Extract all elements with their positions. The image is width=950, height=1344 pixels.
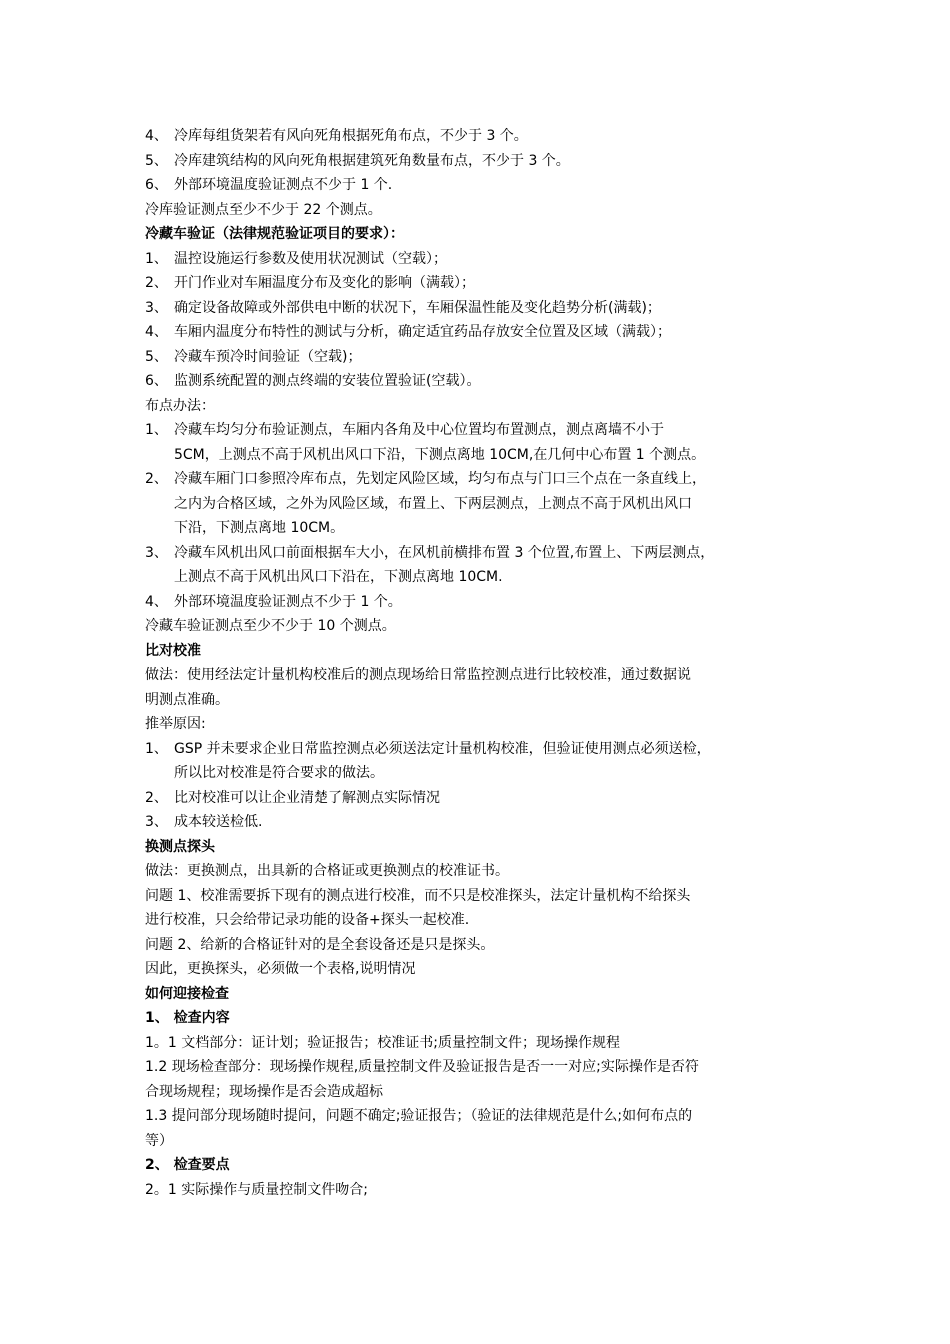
list-item-text — [174, 271, 815, 296]
list-item-text — [174, 810, 815, 835]
list-item-line: 监测系统配置的测点终端的安装位置验证(空载）。 — [174, 373, 481, 389]
list-item-line: 之内为合格区域，之外为风险区域，布置上、下两层测点，上测点不高于风机出风口 — [174, 495, 692, 512]
list-item-line: 开门作业对车厢温度分布及变化的影响（满载）； — [174, 275, 475, 291]
list-item — [145, 786, 815, 811]
list-item-number: 3、 — [145, 814, 168, 830]
list-item — [145, 369, 815, 394]
inspection-content-subheading: 1、 检查内容 — [145, 1010, 230, 1026]
list-item — [145, 810, 815, 835]
list-item-line: GSP 并未要求企业日常监控测点必须送法定计量机构校准，但验证使用测点必须送检， — [174, 740, 711, 757]
list-item-line: 温控设施运行参数及使用状况测试（空载）； — [174, 250, 447, 267]
list-item-text — [174, 247, 815, 272]
list-item-text — [174, 590, 815, 615]
inspection-line: 等） — [145, 1132, 173, 1149]
list-item-line: 冷藏车厢门口参照冷库布点，先划定风险区域，均匀布点与门口三个点在一条直线上， — [174, 471, 706, 487]
inspection-line: 合现场规程；现场操作是否会造成超标 — [145, 1083, 383, 1100]
inspection-line: 1.3 提问部分现场随时提问，问题不确定;验证报告；（验证的法律规范是什么;如何布点的 — [145, 1108, 693, 1124]
probe-line: 问题 2、给新的合格证针对的是全套设备还是只是探头。 — [145, 936, 495, 953]
probe-line: 进行校准，只会给带记录功能的设备+探头一起校准. — [145, 912, 470, 928]
layout-method-list — [145, 418, 815, 614]
list-item — [145, 149, 815, 174]
list-item-number: 1、 — [145, 422, 168, 438]
list-item-text — [174, 149, 815, 174]
list-item-text — [174, 345, 815, 370]
inspection-line: 1.2 现场检查部分：现场操作规程,质量控制文件及验证报告是否一一对应;实际操作是否符 — [145, 1059, 699, 1075]
list-item — [145, 173, 815, 198]
list-item — [145, 345, 815, 370]
list-item — [145, 320, 815, 345]
list-item — [145, 124, 815, 149]
list-item-number: 6、 — [145, 177, 168, 193]
list-item — [145, 296, 815, 321]
calibration-method-line: 明测点准确。 — [145, 691, 229, 708]
list-item — [145, 541, 815, 590]
list-item-text — [174, 320, 815, 345]
list-item-line: 车厢内温度分布特性的测试与分析，确定适宜药品存放安全位置及区域（满载）； — [174, 324, 671, 340]
calibration-reason-list — [145, 737, 815, 835]
list-item-line: 外部环境温度验证测点不少于 1 个. — [174, 177, 393, 193]
list-item-number: 2、 — [145, 471, 168, 487]
inspection-points-subheading: 2、 检查要点 — [145, 1157, 230, 1173]
list-item-number: 2、 — [145, 275, 168, 291]
truck-total: 冷藏车验证测点至少不少于 10 个测点。 — [145, 618, 396, 634]
list-item — [145, 737, 815, 786]
coldroom-list-tail — [145, 124, 815, 198]
list-item-line: 所以比对校准是符合要求的做法。 — [174, 765, 384, 781]
list-item-number: 4、 — [145, 324, 168, 340]
inspection-last-line: 2。1 实际操作与质量控制文件吻合; — [145, 1181, 368, 1198]
list-item-line: 上测点不高于风机出风口下沿在，下测点离地 10CM. — [174, 569, 503, 585]
list-item-text — [174, 541, 815, 590]
list-item-text — [174, 369, 815, 394]
list-item — [145, 590, 815, 615]
list-item-number: 4、 — [145, 593, 168, 610]
coldroom-total: 冷库验证测点至少不少于 22 个测点。 — [145, 201, 382, 218]
list-item — [145, 271, 815, 296]
list-item-line: 冷藏车风机出风口前面根据车大小，在风机前横排布置 3 个位置,布置上、下两层测点， — [174, 544, 715, 561]
list-item-line: 成本较送检低. — [174, 814, 263, 830]
list-item-line: 下沿，下测点离地 10CM。 — [174, 520, 345, 536]
list-item-line: 比对校准可以让企业清楚了解测点实际情况 — [174, 789, 440, 806]
list-item-line: 确定设备故障或外部供电中断的状况下，车厢保温性能及变化趋势分析(满载)； — [174, 299, 661, 316]
list-item-number: 5、 — [145, 152, 168, 169]
probe-line: 因此，更换探头，必须做一个表格,说明情况 — [145, 961, 416, 977]
list-item-line: 5CM，上测点不高于风机出风口下沿，下测点离地 10CM,在几何中心布置 1 个测点。 — [174, 446, 706, 463]
list-item-line: 冷藏车均匀分布验证测点，车厢内各角及中心位置均布置测点，测点离墙不小于 — [174, 422, 664, 438]
list-item-text — [174, 296, 815, 321]
inspection-heading: 如何迎接检查 — [145, 985, 229, 1002]
truck-heading: 冷藏车验证（法律规范验证项目的要求）： — [145, 226, 404, 242]
list-item-line: 外部环境温度验证测点不少于 1 个。 — [174, 593, 402, 610]
list-item-text — [174, 786, 815, 811]
list-item-number: 3、 — [145, 299, 168, 316]
list-item-line: 冷库每组货架若有风向死角根据死角布点，不少于 3 个。 — [174, 128, 528, 144]
list-item-text — [174, 173, 815, 198]
list-item-text — [174, 467, 815, 541]
probe-heading: 换测点探头 — [145, 838, 215, 855]
list-item-line: 冷藏车预冷时间验证（空载)； — [174, 348, 362, 365]
list-item-number: 1、 — [145, 250, 168, 267]
inspection-line: 1。1 文档部分：证计划；验证报告；校准证书;质量控制文件；现场操作规程 — [145, 1034, 620, 1051]
calibration-reason-label: 推举原因: — [145, 716, 206, 732]
list-item — [145, 467, 815, 541]
list-item-text — [174, 737, 815, 786]
document-page — [145, 124, 815, 1202]
layout-label: 布点办法： — [145, 397, 215, 414]
list-item-number: 6、 — [145, 373, 168, 389]
list-item-number: 1、 — [145, 740, 168, 757]
list-item-text — [174, 418, 815, 467]
list-item — [145, 247, 815, 272]
list-item-number: 3、 — [145, 544, 168, 561]
list-item — [145, 418, 815, 467]
probe-line: 做法：更换测点，出具新的合格证或更换测点的校准证书。 — [145, 863, 509, 879]
calibration-method-line: 做法：使用经法定计量机构校准后的测点现场给日常监控测点进行比较校准，通过数据说 — [145, 667, 691, 683]
list-item-number: 5、 — [145, 348, 168, 365]
list-item-number: 4、 — [145, 128, 168, 144]
truck-validation-list — [145, 247, 815, 394]
list-item-line: 冷库建筑结构的风向死角根据建筑死角数量布点，不少于 3 个。 — [174, 152, 570, 169]
list-item-number: 2、 — [145, 789, 168, 806]
probe-line: 问题 1、校准需要拆下现有的测点进行校准，而不只是校准探头，法定计量机构不给探头 — [145, 887, 691, 904]
calibration-heading: 比对校准 — [145, 642, 201, 659]
list-item-text — [174, 124, 815, 149]
